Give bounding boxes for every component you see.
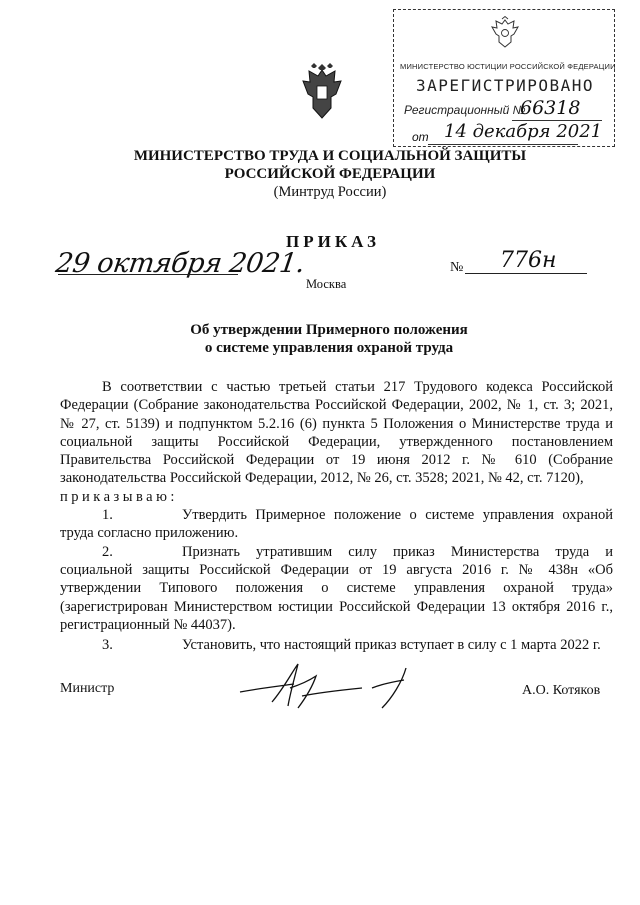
coat-of-arms-icon <box>300 62 344 136</box>
list-item-number: 2. <box>102 543 113 560</box>
stamp-reg-label: Регистрационный № <box>404 103 526 117</box>
list-item-number: 3. <box>102 637 113 654</box>
ministry-short-name: (Минтруд России) <box>273 184 387 200</box>
document-title-line1: Об утверждении Примерного положения <box>190 322 468 338</box>
eagle-emblem-icon <box>489 16 521 50</box>
stamp-underline <box>428 144 578 145</box>
stamp-reg-date: 14 декабря 2021 <box>444 121 603 142</box>
document-body <box>60 378 613 654</box>
intro-text: В соответствии с частью третьей статьи 217 Трудового кодекса Российской Федерации (Собрание законодательства Российской Федерации, 2002, № 1, ст. 3; 2021, № 27, ст. 5139) и подпунктом 5.2.16 (6) пункта 5 Положения о Министерстве труда и социальной защиты Российской Федерации, утвержденного постановлением Правительства Российской Федерации от 19 июня 2012 г. № 610 (Собрание законодательства Российской Федерации, 2012, № 26, ст. 3528; 2021, № 42, ст. 7120), <box>60 379 613 487</box>
intro-paragraph <box>60 378 613 506</box>
list-item <box>60 636 613 654</box>
document-title-line2: о системе управления охраной труда <box>204 340 454 356</box>
signer-position: Министр <box>60 681 115 696</box>
number-underline <box>465 273 587 274</box>
order-city: Москва <box>306 277 347 291</box>
list-item <box>60 543 613 634</box>
list-item-text: Установить, что настоящий приказ вступает в силу с 1 марта 2022 г. <box>182 637 601 654</box>
list-item-text: Утвердить Примерное положение о системе управления охраной труда согласно приложению. <box>60 507 613 542</box>
signer-name: А.О. Котяков <box>522 683 601 698</box>
stamp-registered-text: ЗАРЕГИСТРИРОВАНО <box>415 76 595 95</box>
order-word: приказываю: <box>60 488 178 505</box>
order-date-handwritten: 29 октября 2021. <box>53 248 307 279</box>
list-item <box>60 506 613 543</box>
list-item-number: 1. <box>102 507 113 524</box>
list-item-text: Признать утратившим силу приказ Министерства труда и социальной защиты Российской Федерации от 19 августа 2016 г. № 438н «Об утверждении Типового положения о системе управления охраной труда» (зарегистрирован Министерством юстиции Российской Федерации 13 октября 2016 г., регистрационный № 44037). <box>60 543 613 633</box>
ministry-name-line1: МИНИСТЕРСТВО ТРУДА И СОЦИАЛЬНОЙ ЗАЩИТЫ <box>133 148 527 164</box>
ministry-name-line2: РОССИЙСКОЙ ФЕДЕРАЦИИ <box>224 166 436 182</box>
stamp-reg-number: 66318 <box>520 97 581 119</box>
order-number-label: № <box>450 260 464 275</box>
date-underline <box>58 274 238 275</box>
stamp-ministry-text: МИНИСТЕРСТВО ЮСТИЦИИ РОССИЙСКОЙ ФЕДЕРАЦИИ <box>400 62 616 71</box>
order-number-handwritten: 776н <box>500 248 557 273</box>
handwritten-signature <box>232 658 432 712</box>
order-title: ПРИКАЗ <box>286 232 380 251</box>
stamp-date-prefix: от <box>412 130 429 144</box>
registration-stamp <box>393 9 615 147</box>
